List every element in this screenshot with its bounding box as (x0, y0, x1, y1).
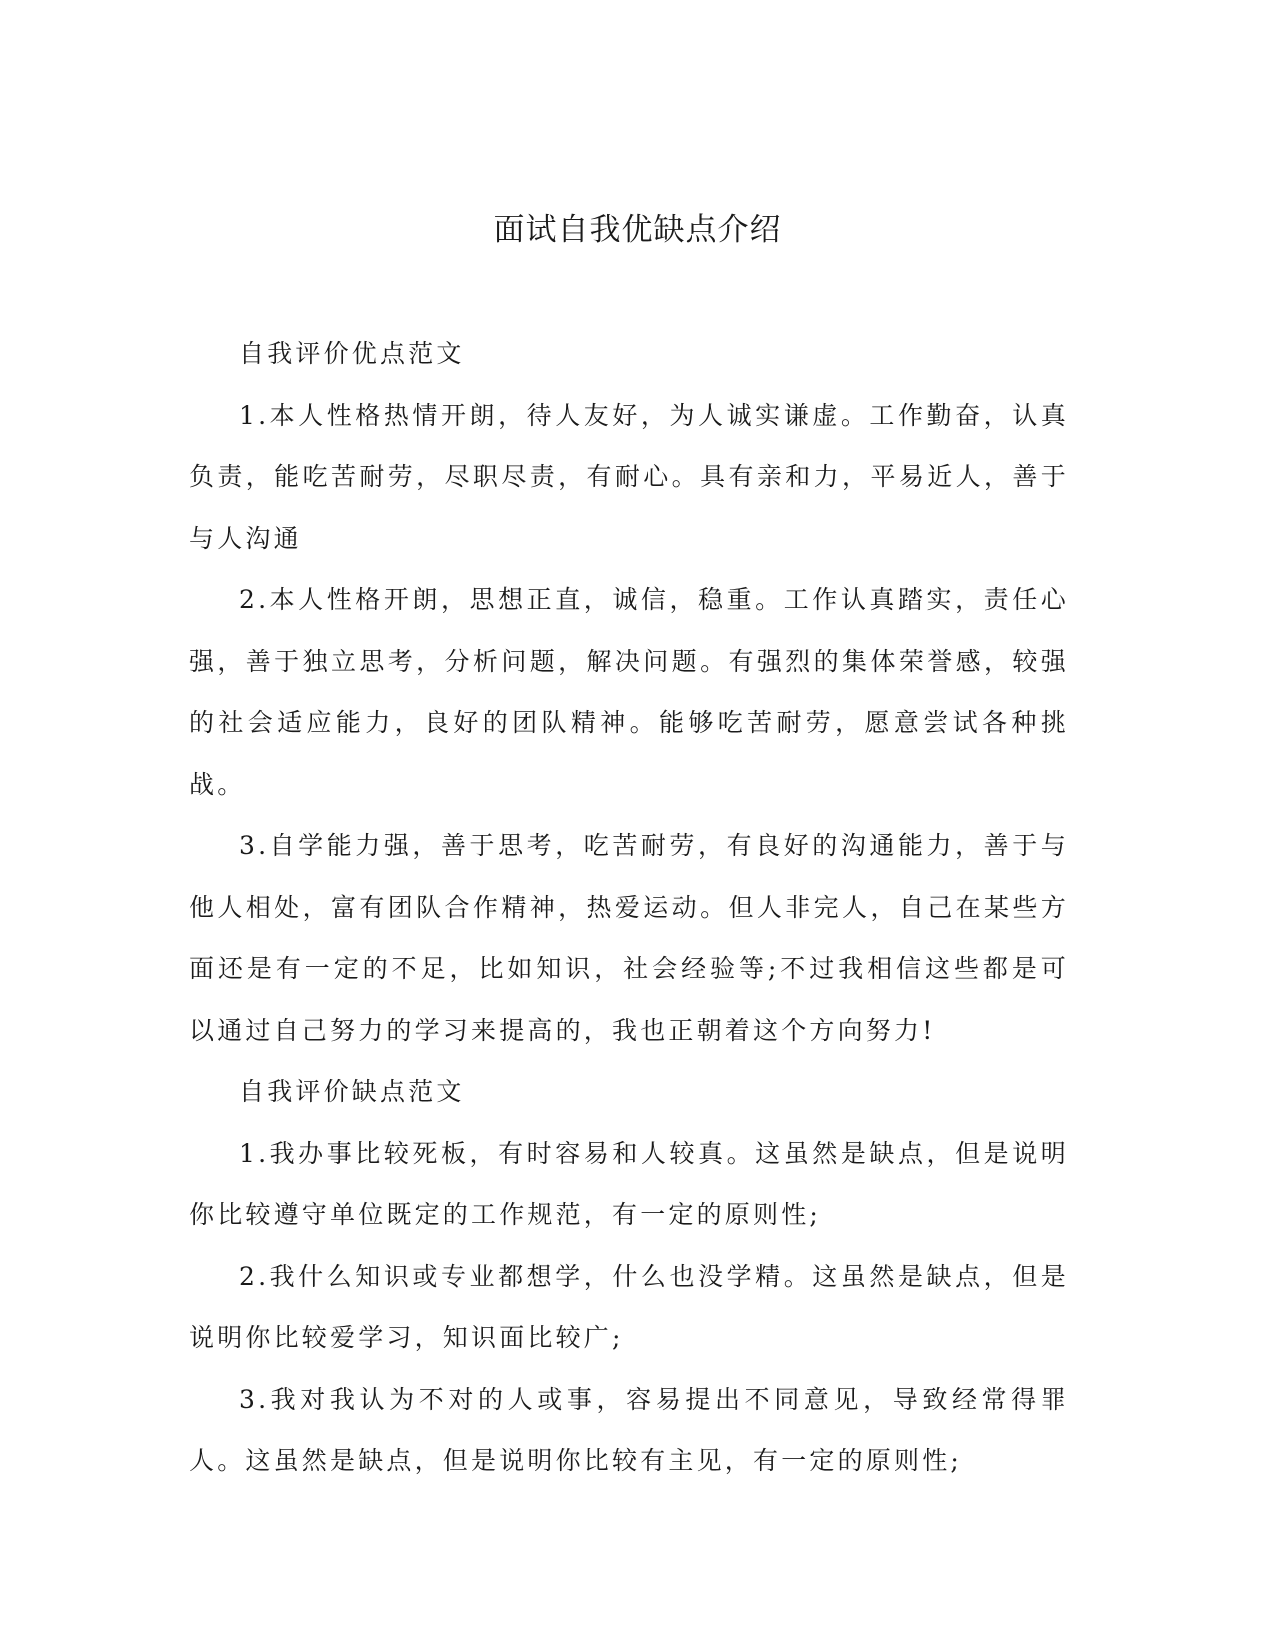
paragraph: 3.我对我认为不对的人或事，容易提出不同意见，导致经常得罪人。这虽然是缺点，但是说明你比较有主见，有一定的原则性; (189, 1384, 1069, 1475)
document-body (189, 323, 1069, 1492)
paragraph: 1.我办事比较死板，有时容易和人较真。这虽然是缺点，但是说明你比较遵守单位既定的工作规范，有一定的原则性; (189, 1138, 1069, 1229)
paragraph: 2.本人性格开朗，思想正直，诚信，稳重。工作认真踏实，责任心强，善于独立思考，分析问题，解决问题。有强烈的集体荣誉感，较强的社会适应能力，良好的团队精神。能够吃苦耐劳，愿意尝试各种挑战。 (189, 585, 1069, 799)
document-title: 面试自我优缺点介绍 (493, 212, 782, 248)
section-heading-strengths: 自我评价优点范文 (239, 339, 465, 368)
paragraph: 3.自学能力强，善于思考，吃苦耐劳，有良好的沟通能力，善于与他人相处，富有团队合作精神，热爱运动。但人非完人，自己在某些方面还是有一定的不足，比如知识，社会经验等;不过我相信这些都是可以通过自己努力的学习来提高的，我也正朝着这个方向努力! (189, 831, 1069, 1045)
paragraph: 1.本人性格热情开朗，待人友好，为人诚实谦虚。工作勤奋，认真负责，能吃苦耐劳，尽职尽责，有耐心。具有亲和力，平易近人，善于与人沟通 (189, 400, 1069, 553)
paragraph: 2.我什么知识或专业都想学，什么也没学精。这虽然是缺点，但是说明你比较爱学习，知识面比较广; (189, 1261, 1069, 1352)
section-heading-weaknesses: 自我评价缺点范文 (239, 1077, 465, 1106)
